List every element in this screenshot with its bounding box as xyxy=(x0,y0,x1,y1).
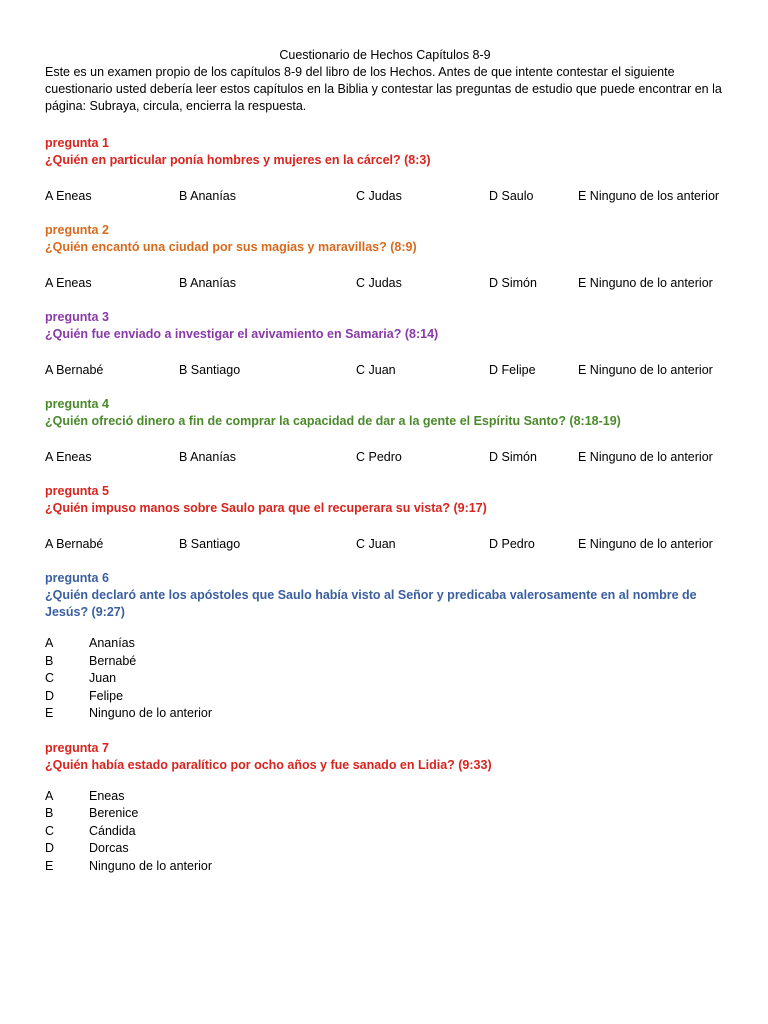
option-text: Eneas xyxy=(89,788,125,803)
option-d[interactable]: D Simón xyxy=(489,276,537,290)
question-label: pregunta 7 xyxy=(45,740,109,755)
option-b[interactable] xyxy=(45,653,725,671)
question-label: pregunta 4 xyxy=(45,397,109,411)
option-letter: E xyxy=(45,706,54,720)
question-2 xyxy=(45,222,725,292)
option-text: Dorcas xyxy=(89,841,129,855)
option-e[interactable] xyxy=(45,705,725,723)
question-label: pregunta 5 xyxy=(45,484,109,498)
question-1 xyxy=(45,135,725,205)
options-row xyxy=(45,536,725,553)
options-row xyxy=(45,362,725,379)
option-d[interactable]: D Pedro xyxy=(489,537,535,551)
option-a[interactable]: A Bernabé xyxy=(45,363,104,377)
options-list xyxy=(45,788,725,876)
option-d[interactable] xyxy=(45,840,725,858)
question-label: pregunta 2 xyxy=(45,223,109,237)
option-letter: B xyxy=(45,806,54,820)
option-e[interactable] xyxy=(45,858,725,876)
option-text: Juan xyxy=(89,671,117,685)
option-text: Berenice xyxy=(89,806,139,820)
option-d[interactable]: D Simón xyxy=(489,450,537,464)
option-c[interactable] xyxy=(45,823,725,841)
option-text: Ninguno de lo anterior xyxy=(89,858,212,873)
option-d[interactable]: D Felipe xyxy=(489,363,536,377)
option-d[interactable] xyxy=(45,688,725,706)
option-a[interactable] xyxy=(45,788,725,806)
options-row xyxy=(45,449,725,466)
option-e[interactable]: E Ninguno de lo anterior xyxy=(578,537,713,551)
option-a[interactable]: A Eneas xyxy=(45,189,92,203)
option-text: Felipe xyxy=(89,688,124,703)
option-a[interactable]: A Eneas xyxy=(45,450,92,464)
option-a[interactable]: A Eneas xyxy=(45,276,92,290)
option-text: Bernabé xyxy=(89,653,137,668)
option-e[interactable]: E Ninguno de lo anterior xyxy=(578,450,713,464)
question-6 xyxy=(45,570,725,723)
question-label: pregunta 1 xyxy=(45,136,109,150)
option-text: Cándida xyxy=(89,823,136,838)
options-list xyxy=(45,635,725,723)
option-letter: A xyxy=(45,636,54,650)
option-letter: C xyxy=(45,823,55,838)
question-7 xyxy=(45,740,725,876)
option-e[interactable]: E Ninguno de los anterior xyxy=(578,189,720,203)
question-label: pregunta 6 xyxy=(45,571,109,585)
option-b[interactable]: B Ananías xyxy=(179,276,236,290)
option-letter: A xyxy=(45,788,54,803)
question-text: ¿Quién fue enviado a investigar el avivamiento en Samaria? (8:14) xyxy=(45,327,439,341)
option-e[interactable]: E Ninguno de lo anterior xyxy=(578,276,713,290)
option-b[interactable]: B Ananías xyxy=(179,189,236,203)
option-letter: D xyxy=(45,841,55,855)
option-a[interactable] xyxy=(45,635,725,653)
option-letter: C xyxy=(45,671,55,685)
question-text: ¿Quién había estado paralítico por ocho años y fue sanado en Lidia? (9:33) xyxy=(45,757,492,772)
intro-paragraph: Este es un examen propio de los capítulos 8-9 del libro de los Hechos. Antes de que intente contestar el siguiente cuestionario usted debería leer estos capítulos en la Biblia y contestar las preguntas de estudio que puede encontrar en la página: Subraya, circula, encierra la respuesta. xyxy=(45,65,722,113)
question-4 xyxy=(45,396,725,466)
question-text: ¿Quién ofreció dinero a fin de comprar la capacidad de dar a la gente el Espíritu Santo? (8:18-19) xyxy=(45,414,621,428)
question-text: ¿Quién en particular ponía hombres y mujeres en la cárcel? (8:3) xyxy=(45,153,431,167)
option-letter: B xyxy=(45,653,54,668)
options-row xyxy=(45,275,725,292)
option-text: Ninguno de lo anterior xyxy=(89,706,212,720)
option-b[interactable]: B Santiago xyxy=(179,537,241,551)
page-title: Cuestionario de Hechos Capítulos 8-9 xyxy=(279,48,491,62)
question-3 xyxy=(45,309,725,379)
question-label: pregunta 3 xyxy=(45,310,109,324)
option-b[interactable]: B Ananías xyxy=(179,450,236,464)
option-a[interactable]: A Bernabé xyxy=(45,537,104,551)
question-5 xyxy=(45,483,725,553)
option-d[interactable]: D Saulo xyxy=(489,189,534,203)
option-letter: E xyxy=(45,858,54,873)
option-text: Ananías xyxy=(89,636,135,650)
options-row xyxy=(45,188,725,205)
option-e[interactable]: E Ninguno de lo anterior xyxy=(578,363,713,377)
option-c[interactable]: C Juan xyxy=(356,537,396,551)
option-c[interactable]: C Judas xyxy=(356,276,402,290)
option-letter: D xyxy=(45,688,55,703)
option-c[interactable]: C Pedro xyxy=(356,450,402,464)
question-text: ¿Quién impuso manos sobre Saulo para que el recuperara su vista? (9:17) xyxy=(45,501,487,515)
option-c[interactable]: C Juan xyxy=(356,363,396,377)
quiz-page xyxy=(45,47,725,892)
option-c[interactable] xyxy=(45,670,725,688)
question-text: ¿Quién encantó una ciudad por sus magias y maravillas? (8:9) xyxy=(45,240,417,254)
option-b[interactable] xyxy=(45,805,725,823)
option-b[interactable]: B Santiago xyxy=(179,363,241,377)
option-c[interactable]: C Judas xyxy=(356,189,402,203)
question-text: ¿Quién declaró ante los apóstoles que Saulo había visto al Señor y predicaba valerosamente en al nombre de Jesús? (9:27) xyxy=(45,588,697,619)
